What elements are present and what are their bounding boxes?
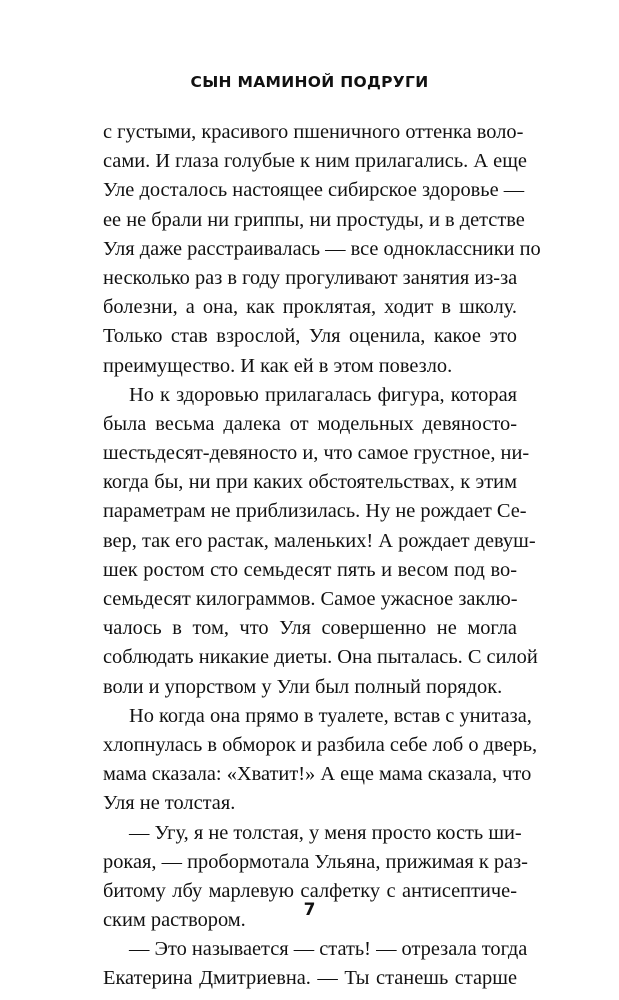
text-line: Уля не толстая.	[103, 792, 236, 815]
text-line: семьдесят килограммов. Самое ужасное заклю-	[103, 588, 518, 610]
text-line: битому лбу марлевую салфетку с антисептиче-	[103, 879, 517, 902]
text-line: преимущество. И как ей в этом повезло.	[103, 354, 453, 377]
text-line: болезни, а она, как проклятая, ходит в школу.	[103, 296, 517, 319]
text-line: соблюдать никакие диеты. Она пыталась. С силой	[103, 646, 538, 669]
text-line: ским раствором.	[103, 909, 246, 932]
text-line: с густыми, красивого пшеничного оттенка воло-	[103, 121, 524, 143]
running-header: СЫН МАМИНОЙ ПОДРУГИ	[190, 73, 429, 91]
text-line: была весьма далека от модельных девяносто-	[103, 412, 517, 435]
text-line: когда бы, ни при каких обстоятельствах, к этим	[103, 471, 517, 494]
paragraph-first-line: Но к здоровью прилагалась фигура, которая	[129, 383, 517, 406]
text-line: Екатерина Дмитриевна. — Ты станешь старше	[103, 967, 517, 990]
text-line: шек ростом сто семьдесят пять и весом под во-	[103, 558, 517, 581]
paragraph-first-line: — Угу, я не толстая, у меня просто кость ши-	[129, 821, 522, 844]
text-line: шестьдесят-девяносто и, что самое грустное, ни-	[103, 442, 530, 465]
text-line: несколько раз в году прогуливают занятия из-за	[103, 266, 518, 289]
text-line: параметрам не приблизилась. Ну не рождает Се-	[103, 500, 527, 523]
text-line: рокая, — пробормотала Ульяна, прижимая к раз-	[103, 850, 528, 873]
text-line: хлопнулась в обморок и разбила себе лоб о дверь,	[103, 733, 538, 756]
text-line: Уле досталось настоящее сибирское здоровье —	[103, 179, 525, 202]
text-line: чалось в том, что Уля совершенно не могла	[103, 617, 517, 640]
text-line: вер, так его растак, маленьких! А рождает девуш-	[103, 529, 536, 552]
body-text	[103, 118, 541, 994]
paragraph-first-line: Но когда она прямо в туалете, встав с унитаза,	[129, 704, 532, 727]
text-line: Только став взрослой, Уля оценила, какое это	[103, 325, 517, 348]
text-line: мама сказала: «Хватит!» А еще мама сказала, что	[103, 763, 532, 786]
text-line: воли и упорством у Ули был полный порядок.	[103, 675, 503, 698]
text-line: сами. И глаза голубые к ним прилагались. А еще	[103, 150, 527, 173]
page-number: 7	[303, 900, 316, 920]
paragraph-first-line: — Это называется — стать! — отрезала тогда	[129, 938, 528, 961]
text-line: Уля даже расстраивалась — все одноклассники по	[103, 237, 541, 260]
text-line: ее не брали ни гриппы, ни простуды, и в детстве	[103, 208, 525, 231]
